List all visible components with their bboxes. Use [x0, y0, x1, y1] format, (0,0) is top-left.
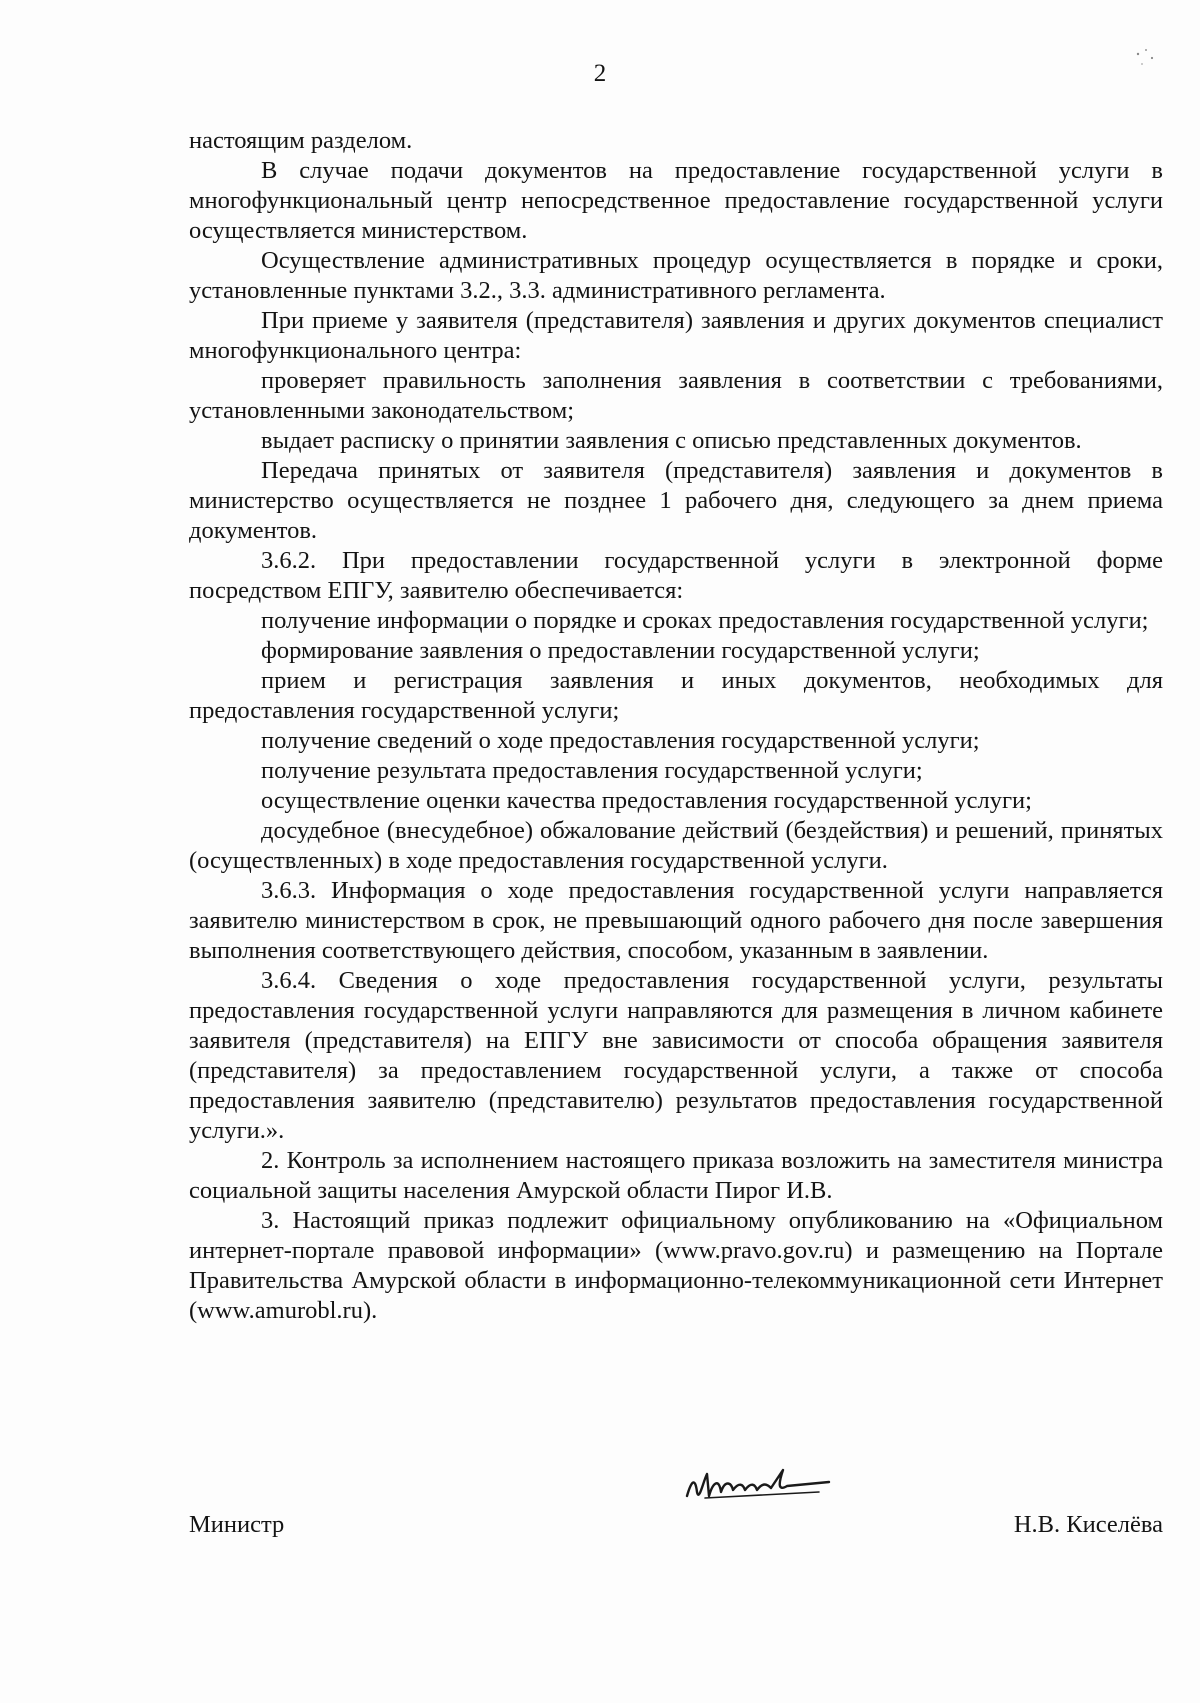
signer-name: Н.В. Киселёва	[1013, 1511, 1163, 1538]
handwritten-signature	[679, 1452, 849, 1512]
list-item: проверяет правильность заполнения заявления в соответствии с требованиями, установленными законодательством;	[189, 367, 1163, 424]
section-paragraph: 3.6.4. Сведения о ходе предоставления государственной услуги, результаты предоставления государственной услуги направляются для размещения в личном кабинете заявителя (представителя) на ЕПГУ вне зависимости от способа обращения заявителя (представителя) за предоставлением государственной услуги, а также от способа предоставления заявителю (представителю) результатов предоставления государственной услуги.».	[189, 967, 1163, 1144]
paragraph: Передача принятых от заявителя (представителя) заявления и документов в министерство осуществляется не позднее 1 рабочего дня, следующего за днем приема документов.	[189, 457, 1163, 544]
list-item: получение сведений о ходе предоставления государственной услуги;	[261, 727, 980, 754]
list-item: выдает расписку о принятии заявления с описью представленных документов.	[261, 427, 1082, 454]
signer-title: Министр	[189, 1511, 285, 1538]
list-item: досудебное (внесудебное) обжалование действий (бездействия) и решений, принятых (осуществленных) в ходе предоставления государственной услуги.	[189, 817, 1163, 874]
section-paragraph: 3.6.2. При предоставлении государственной услуги в электронной форме посредством ЕПГУ, заявителю обеспечивается:	[189, 547, 1163, 604]
page-number: 2	[593, 60, 607, 87]
list-item: формирование заявления о предоставлении государственной услуги;	[261, 637, 980, 664]
list-item: осуществление оценки качества предоставления государственной услуги;	[261, 787, 1032, 814]
section-paragraph: 3.6.3. Информация о ходе предоставления государственной услуги направляется заявителю министерством в срок, не превышающий одного рабочего дня после завершения выполнения соответствующего действия, способом, указанным в заявлении.	[189, 877, 1163, 964]
paragraph: При приеме у заявителя (представителя) заявления и других документов специалист многофункционального центра:	[189, 307, 1163, 364]
list-item: получение информации о порядке и сроках предоставления государственной услуги;	[261, 607, 1149, 634]
list-item: прием и регистрация заявления и иных документов, необходимых для предоставления государственной услуги;	[189, 667, 1163, 724]
paragraph: В случае подачи документов на предоставление государственной услуги в многофункциональный центр непосредственное предоставление государственной услуги осуществляется министерством.	[189, 157, 1163, 244]
order-clause: 2. Контроль за исполнением настоящего приказа возложить на заместителя министра социальной защиты населения Амурской области Пирог И.В.	[189, 1147, 1163, 1204]
document-body	[189, 126, 1163, 1326]
paragraph: Осуществление административных процедур осуществляется в порядке и сроки, установленные пунктами 3.2., 3.3. административного регламента.	[189, 247, 1163, 304]
list-item: получение результата предоставления государственной услуги;	[261, 757, 923, 784]
order-clause: 3. Настоящий приказ подлежит официальному опубликованию на «Официальном интернет-портале правовой информации» (www.pravo.gov.ru) и размещению на Портале Правительства Амурской области в информационно-телекоммуникационной сети Интернет (www.amurobl.ru).	[189, 1207, 1163, 1324]
paragraph: настоящим разделом.	[189, 127, 413, 154]
scan-noise	[1130, 40, 1170, 80]
